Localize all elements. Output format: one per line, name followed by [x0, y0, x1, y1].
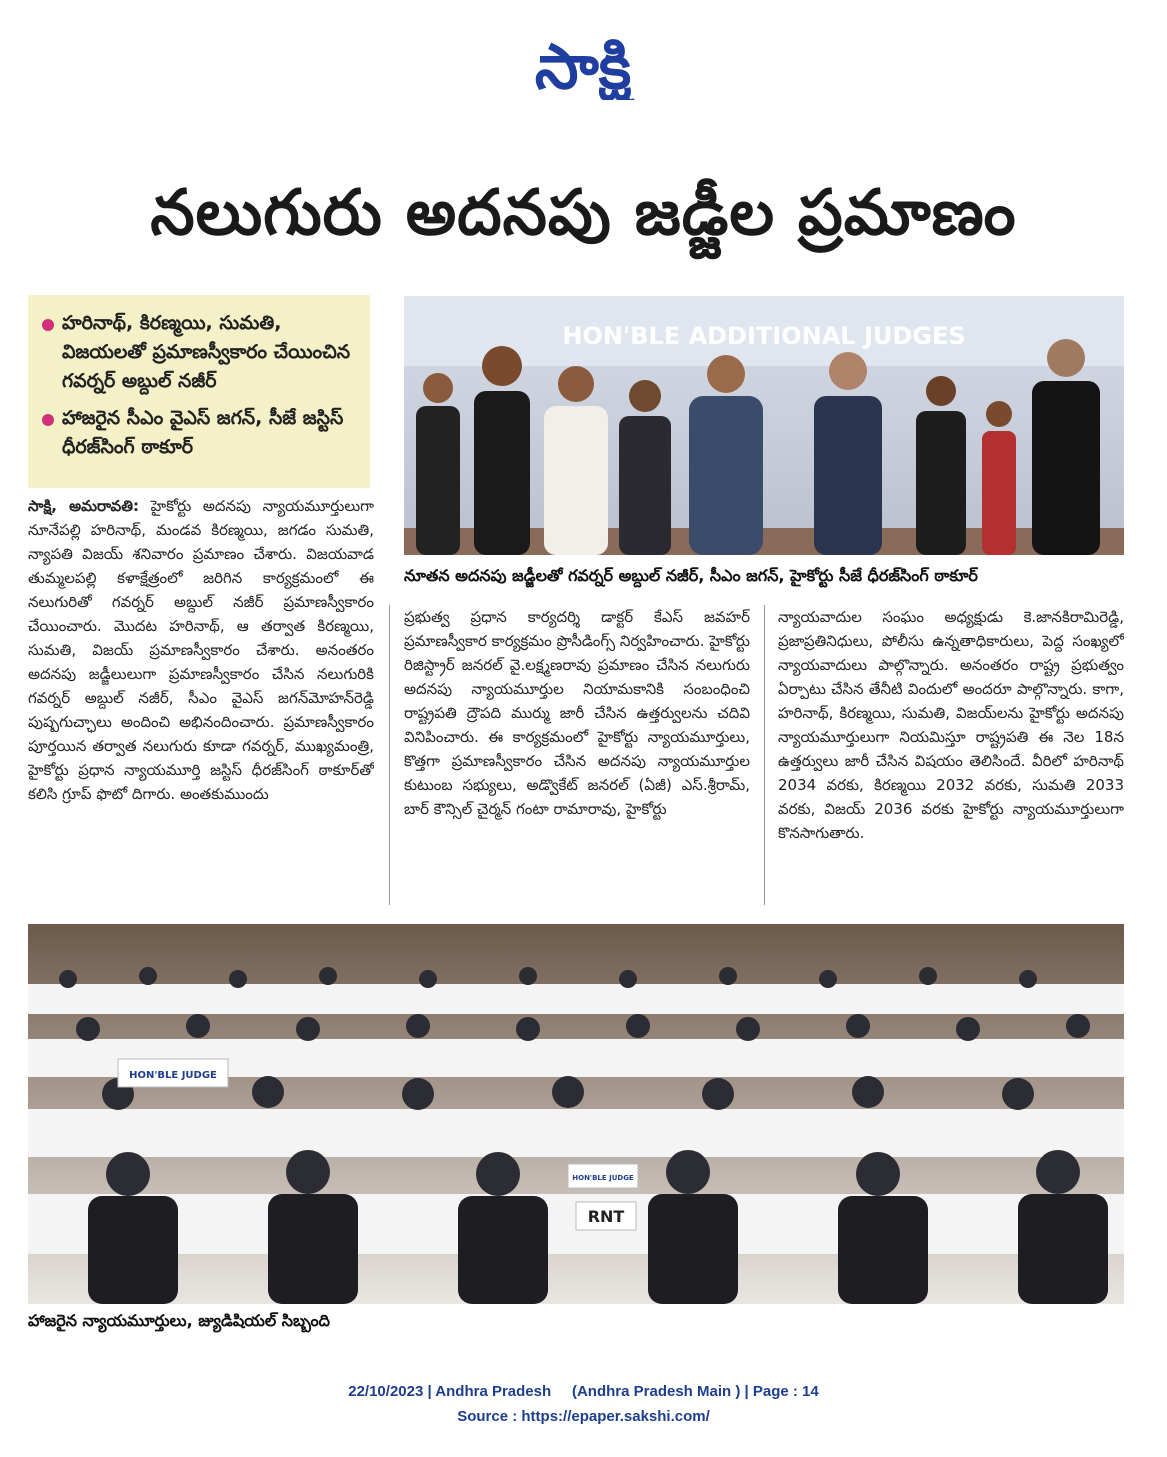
masthead-logo-text: సాక్షి: [534, 30, 632, 100]
placard-text: RNT: [587, 1207, 625, 1226]
footer-text: 22/10/2023 | Andhra Pradesh (Andhra Pradesh Main ) | Page : 14: [348, 1383, 819, 1400]
stage-banner-text: HON'BLE ADDITIONAL JUDGES: [562, 322, 966, 350]
article-column-2: ప్రభుత్వ ప్రధాన కార్యదర్శి డాక్టర్ కేఎస్ జవహర్ ప్రమాణస్వీకార కార్యక్రమం ప్రొసీడింగ్స్ నిర్వహించారు. హైకోర్టు రిజిస్ట్రార్ జనరల్ వై.లక్ష్మణరావు ప్రమాణం చేసిన నలుగురు అదనపు న్యాయమూర్తుల నియామకానికి సంబంధించి రాష్ట్రపతి ద్రౌపది ముర్ము జారీ చేసిన ఉత్తర్వులను చదివి వినిపించారు. ఈ కార్యక్రమంలో హైకోర్టు న్యాయమూర్తులు, కొత్తగా ప్రమాణస్వీకారం చేసిన అదనపు న్యాయమూర్తుల కుటుంబ సభ్యులు, అడ్వొకేట్ జనరల్ (ఏజీ) ఎస్.శ్రీరామ్, బార్ కౌన్సిల్ చైర్మన్ గంటా రామారావు, హైకోర్టు: [404, 608, 750, 818]
summary-box: [28, 295, 370, 488]
audience-photo: [28, 924, 1124, 1304]
article-text: హైకోర్టు అదనపు న్యాయమూర్తులుగా నూనేపల్లి హరినాథ్, మండవ కిరణ్మయి, జగడం సుమతి, న్యాపతి విజయ్ శనివారం ప్రమాణం చేశారు. విజయవాడ తుమ్మలపల్లి కళాక్షేత్రంలో జరిగిన కార్యక్రమంలో ఈ నలుగురితో గవర్నర్ అబ్దుల్ నజీర్ ప్రమాణస్వీకారం చేయించారు. మొదట హరినాథ్, ఆ తర్వాత కిరణ్మయి, సుమతి, విజయ్ ప్రమాణస్వీకారం చేశారు. అనంతరం అదనపు జడ్జీలులుగా ప్రమాణస్వీకారం చేసిన నలుగురికి గవర్నర్ అబ్దుల్ నజీర్, సీఎం వైఎస్ జగన్‌మోహన్‌రెడ్డి పుష్పగుచ్ఛాలు అందించి అభినందించారు. ప్రమాణస్వీకారం పూర్తయిన తర్వాత నలుగురు కూడా గవర్నర్, ముఖ్యమంత్రి, హైకోర్టు ప్రధాన న్యాయమూర్తి జస్టిస్ ధీరజ్‌సింగ్ ఠాకూర్‌తో కలిసి గ్రూప్ ఫొటో దిగారు. అంతకుముందు: [28, 497, 374, 803]
photo-caption: నూతన అదనపు జడ్జీలతో గవర్నర్ అబ్దుల్ నజీర్, సీఎం జగన్, హైకోర్టు సీజే ధీరజ్‌సింగ్ ఠాకూర్: [404, 566, 978, 585]
dateline: సాక్షి, అమరావతి:: [28, 497, 139, 515]
placard-text: HON'BLE JUDGE: [572, 1174, 634, 1182]
article-column-3: న్యాయవాదుల సంఘం అధ్యక్షుడు కె.జానకిరామిరెడ్డి, ప్రజాప్రతినిధులు, పోలీసు ఉన్నతాధికారులు, పెద్ద సంఖ్యలో న్యాయవాదులు పాల్గొన్నారు. అనంతరం రాష్ట్ర ప్రభుత్వం ఏర్పాటు చేసిన తేనీటి విందులో అందరూ పాల్గొన్నారు. కాగా, హరినాథ్, కిరణ్మయి, సుమతి, విజయ్‌లను హైకోర్టు అదనపు న్యాయమూర్తులుగా నియమిస్తూ రాష్ట్రపతి ఈ నెల 18న ఉత్తర్వులు జారీ చేసిన విషయం తెలిసిందే. వీరిలో హరినాథ్ 2034 వరకు, కిరణ్మయి 2032 వరకు, సుమతి 2033 వరకు, విజయ్ 2036 వరకు హైకోర్టు న్యాయమూర్తులుగా కొనసాగుతారు.: [778, 608, 1124, 842]
article-column-1: [28, 494, 374, 910]
summary-text: హరినాథ్, కిరణ్మయి, సుమతి, విజయలతో ప్రమాణస్వీకారం చేయించిన గవర్నర్ అబ్దుల్ నజీర్: [62, 312, 351, 392]
column-divider: [764, 605, 765, 905]
masthead-logo: [478, 22, 688, 100]
photo-caption: హాజరైన న్యాయమూర్తులు, జ్యుడిషియల్ సిబ్బంది: [28, 1311, 330, 1330]
bullet-icon: [42, 414, 54, 426]
placard-text: HON'BLE JUDGE: [129, 1070, 217, 1081]
bullet-icon: [42, 319, 54, 331]
summary-item: [42, 404, 358, 462]
summary-item: [42, 309, 358, 396]
summary-text: హాజరైన సీఎం వైఎస్ జగన్, సీజే జస్టిస్ ధీరజ్‌సింగ్ ఠాకూర్: [62, 407, 344, 458]
column-divider: [389, 605, 390, 905]
footer-date-edition: [0, 1383, 1167, 1400]
footer-source-link[interactable]: Source : https://epaper.sakshi.com/: [457, 1408, 710, 1425]
page-title: నలుగురు అదనపు జడ్జీల ప్రమాణం: [150, 176, 1017, 249]
footer-source: [0, 1408, 1167, 1425]
ceremony-stage-photo: [404, 296, 1124, 555]
